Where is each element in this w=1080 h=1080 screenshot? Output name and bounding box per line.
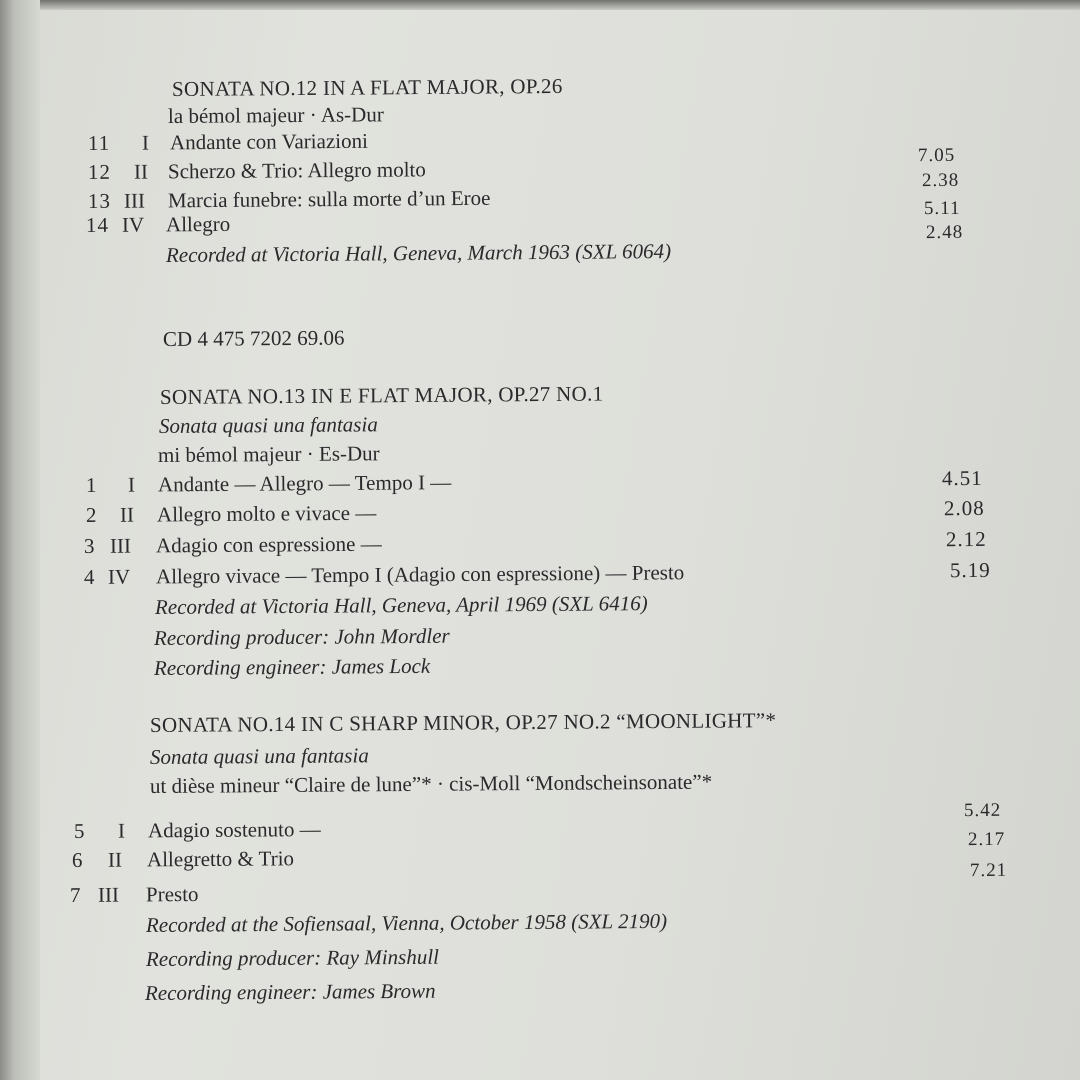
recording-info: Recorded at the Sofiensaal, Vienna, October 1958 (SXL 2190) [145, 908, 668, 937]
recording-engineer: Recording engineer: James Brown [144, 978, 436, 1005]
movement-numeral: IV [121, 212, 145, 237]
track-number: 4 [83, 564, 95, 589]
movement-numeral: III [97, 882, 120, 907]
sonata-12-title-text: SONATA NO.12 IN A FLAT MAJOR, OP.26 [171, 73, 563, 101]
sonata-14-recorded [146, 903, 1046, 940]
movement-numeral: II [119, 502, 135, 527]
track-title: Allegro vivace — Tempo I (Adagio con espressione) — Presto [155, 560, 685, 589]
recording-engineer: Recording engineer: James Lock [153, 653, 431, 680]
track-duration: 2.38 [921, 169, 960, 192]
sonata-14-producer [146, 937, 1046, 974]
sonata-subtitle-italic: Sonata quasi una fantasia [158, 412, 378, 438]
sonata-13-title-text: SONATA NO.13 IN E FLAT MAJOR, OP.27 NO.1 [159, 381, 604, 409]
track-title: Andante — Allegro — Tempo I — [157, 470, 452, 497]
track-duration: 5.19 [949, 557, 991, 583]
sonata-13-engineer [154, 646, 1054, 683]
track-number: 7 [69, 882, 81, 907]
track-duration: 2.48 [925, 221, 964, 244]
track-duration: 5.42 [963, 799, 1002, 822]
sonata-key-names: ut dièse mineur “Claire de lune”* · cis-Moll “Mondscheinsonate”* [149, 769, 713, 798]
track-duration: 7.21 [969, 859, 1008, 882]
cd-catalog-duration: CD 4 475 7202 69.06 [162, 325, 345, 351]
sonata-14-subtitle [150, 764, 1050, 801]
movement-numeral: I [127, 472, 136, 497]
recording-info: Recorded at Victoria Hall, Geneva, March 1963 (SXL 6064) [165, 239, 672, 267]
track-number: 12 [87, 159, 112, 184]
track-title: Adagio sostenuto — [147, 817, 321, 843]
track-duration: 7.05 [917, 144, 956, 167]
track-number: 1 [85, 472, 97, 497]
track-duration: 4.51 [941, 465, 983, 491]
track-number: 14 [85, 212, 110, 237]
movement-numeral: III [109, 533, 132, 558]
movement-numeral: III [123, 188, 146, 213]
sonata-12-subtitle-text: la bémol majeur · As-Dur [167, 102, 384, 128]
recording-info: Recorded at Victoria Hall, Geneva, April 1969 (SXL 6416) [154, 591, 648, 619]
track-number: 13 [87, 188, 112, 213]
track-duration: 2.17 [967, 828, 1006, 851]
track-title: Allegro molto e vivace — [156, 500, 377, 527]
movement-numeral: II [107, 847, 123, 872]
cd-label [163, 317, 1063, 354]
sonata-14-title-text: SONATA NO.14 IN C SHARP MINOR, OP.27 NO.2 “MOONLIGHT”* [149, 708, 777, 737]
track-number: 6 [71, 847, 83, 872]
movement-numeral: I [117, 818, 126, 843]
track-title: Presto [145, 881, 199, 907]
track-duration: 2.12 [945, 526, 987, 552]
sonata-14-title [150, 703, 1050, 740]
track-number: 3 [83, 533, 95, 558]
track-row [72, 838, 972, 875]
track-title: Adagio con espressione — [155, 531, 382, 558]
movement-numeral: I [141, 130, 150, 155]
track-number: 5 [73, 818, 85, 843]
track-duration: 2.08 [943, 495, 985, 521]
movement-numeral: IV [107, 564, 131, 589]
track-number: 11 [87, 130, 111, 155]
track-title: Andante con Variazioni [169, 128, 368, 155]
track-title: Allegretto & Trio [146, 846, 295, 872]
sonata-subtitle-italic: Sonata quasi una fantasia [149, 743, 369, 769]
track-duration: 5.11 [923, 197, 961, 220]
track-title: Scherzo & Trio: Allegro molto [167, 157, 426, 184]
recording-producer: Recording producer: Ray Minshull [145, 944, 440, 971]
track-title: Allegro [165, 211, 231, 237]
track-number: 2 [85, 502, 97, 527]
movement-numeral: II [133, 159, 149, 184]
sonata-key-names: mi bémol majeur · Es-Dur [157, 441, 380, 467]
sonata-14-engineer [145, 971, 1045, 1008]
track-title: Marcia funebre: sulla morte d’un Eroe [167, 185, 491, 213]
recording-producer: Recording producer: John Mordler [153, 623, 450, 650]
